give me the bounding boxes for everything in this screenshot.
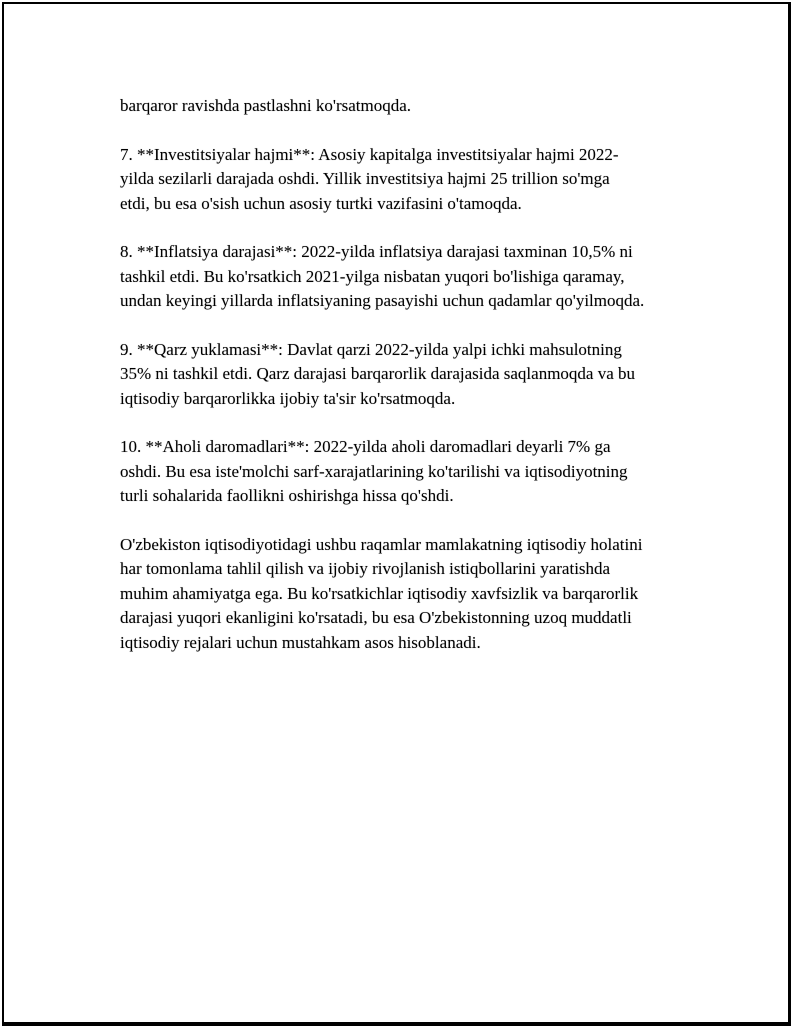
paragraph-inflation: 8. **Inflatsiya darajasi**: 2022-yilda inflatsiya darajasi taxminan 10,5% ni tashkil etdi. Bu ko'rsatkich 2021-yilga nisbatan yuqori bo'lishiga qaramay, undan keyingi yillarda inflatsiyaning pasayishi uchun qadamlar qo'yilmoqda.: [120, 242, 645, 310]
paragraph-investments: 7. **Investitsiyalar hajmi**: Asosiy kapitalga investitsiyalar hajmi 2022- yilda sezilarli darajada oshdi. Yillik investitsiya hajmi 25 trillion so'mga etdi, bu esa o'sish uchun asosiy turtki vazifasini o'tamoqda.: [120, 144, 619, 213]
document-body: [120, 94, 700, 679]
document-page: [2, 2, 791, 1026]
paragraph-continuation: barqaror ravishda pastlashni ko'rsatmoqda.: [120, 96, 412, 115]
paragraph-debt: 9. **Qarz yuklamasi**: Davlat qarzi 2022-yilda yalpi ichki mahsulotning 35% ni tashkil etdi. Qarz darajasi barqarorlik darajasida saqlanmoqda va bu iqtisodiy barqarorlikka ijobiy ta'sir ko'rsatmoqda.: [120, 339, 636, 408]
paragraph-conclusion: O'zbekiston iqtisodiyotidagi ushbu raqamlar mamlakatning iqtisodiy holatini har tomonlama tahlil qilish va ijobiy rivojlanish istiqbollarini yaratishda muhim ahamiyatga ega. Bu ko'rsatkichlar iqtisodiy xavfsizlik va barqarorlik darajasi yuqori ekanligini ko'rsatadi, bu esa O'zbekistonning uzoq muddatli iqtisodiy rejalari uchun mustahkam asos hisoblanadi.: [120, 534, 643, 652]
paragraph-income: 10. **Aholi daromadlari**: 2022-yilda aholi daromadlari deyarli 7% ga oshdi. Bu esa iste'molchi sarf-xarajatlarining ko'tarilishi va iqtisodiyotning turli sohalarida faollikni oshirishga hissa qo'shdi.: [120, 437, 628, 505]
